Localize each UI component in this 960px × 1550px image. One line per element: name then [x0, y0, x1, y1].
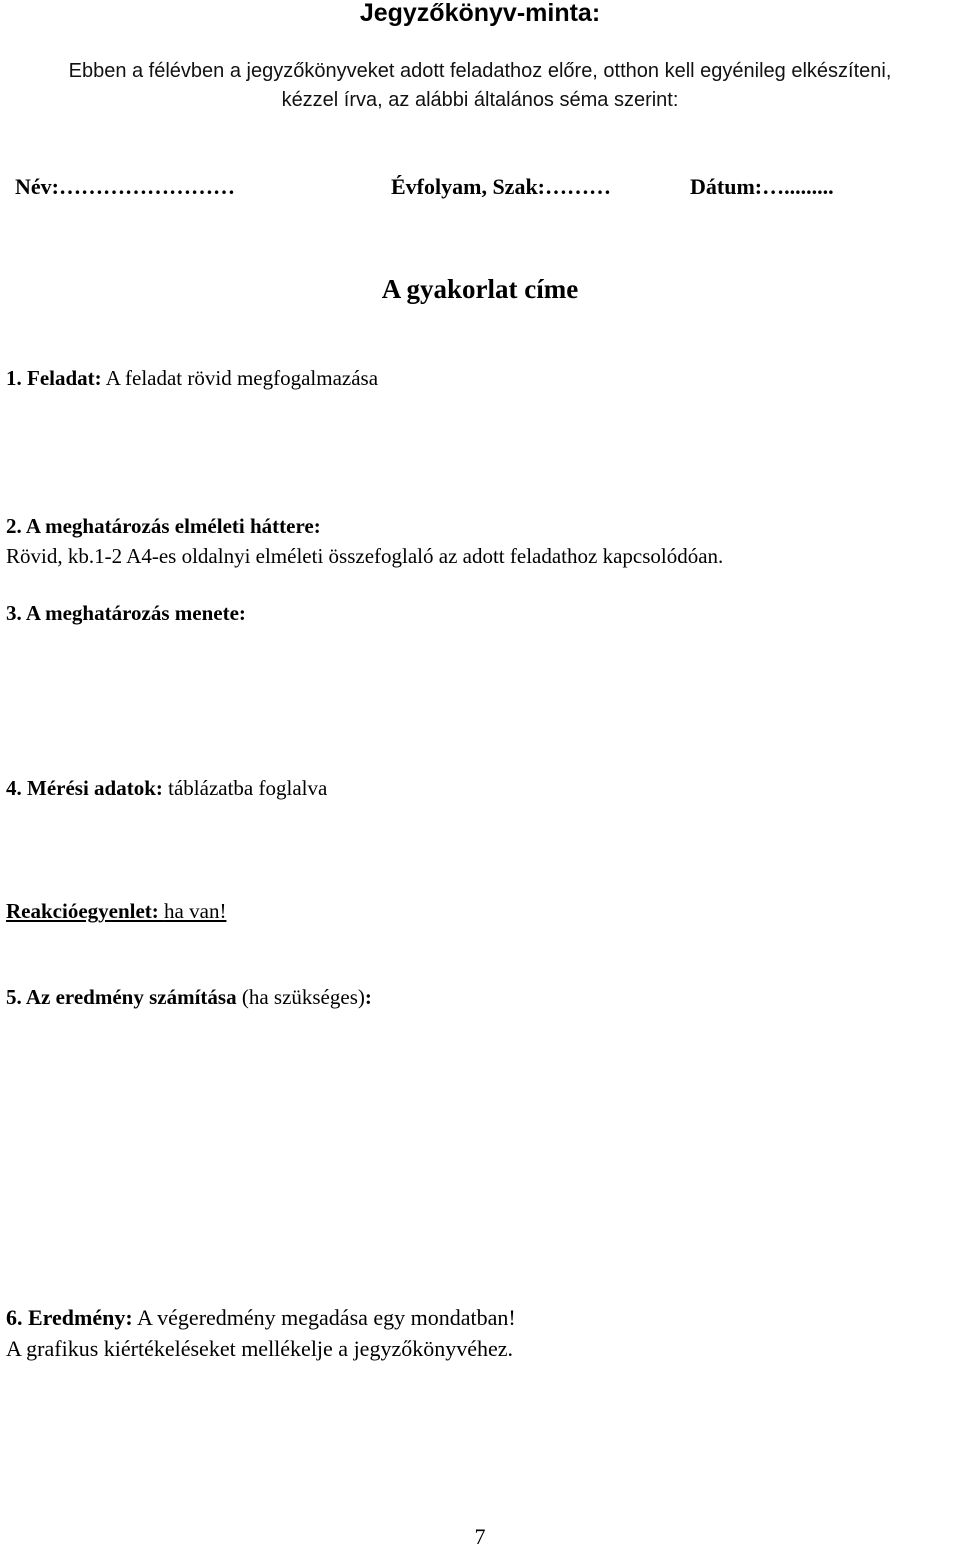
section-1-task	[6, 366, 378, 391]
section-1-text: A feladat rövid megfogalmazása	[101, 366, 379, 390]
section-5-label: 5. Az eredmény számítása	[6, 985, 237, 1009]
section-6-label: 6. Eredmény:	[6, 1305, 133, 1330]
section-4-label: 4. Mérési adatok:	[6, 776, 163, 800]
name-field: Név:……………………	[15, 174, 235, 199]
page-number: 7	[474, 1524, 486, 1549]
reaction-text: ha van!	[164, 899, 227, 923]
reaction-label: Reakcióegyenlet:	[6, 899, 165, 923]
reaction-equation	[6, 899, 226, 924]
section-5-paren: (ha szükséges)	[236, 985, 365, 1009]
year-major-field: Évfolyam, Szak:………	[391, 174, 611, 199]
section-5-calculation	[6, 985, 372, 1010]
section-5-colon: :	[364, 985, 372, 1009]
section-6-result	[6, 1305, 516, 1331]
section-4-measured-data	[6, 776, 327, 801]
section-2-label: 2. A meghatározás elméleti háttere:	[6, 514, 321, 538]
intro-line-2: kézzel írva, az alábbi általános séma szerint:	[281, 89, 679, 111]
section-6-text: A végeredmény megadása egy mondatban!	[132, 1305, 516, 1330]
document-title: Jegyzőkönyv-minta:	[359, 0, 601, 27]
date-field: Dátum:….........	[690, 174, 834, 199]
section-3-label: 3. A meghatározás menete:	[6, 601, 246, 625]
section-4-text: táblázatba foglalva	[162, 776, 328, 800]
section-2-text: Rövid, kb.1-2 A4-es oldalnyi elméleti összefoglaló az adott feladathoz kapcsolódóan.	[6, 544, 724, 568]
section-1-label: 1. Feladat:	[6, 366, 102, 390]
intro-line-1: Ebben a félévben a jegyzőkönyveket adott feladathoz előre, otthon kell egyénileg elkészíteni,	[68, 60, 892, 82]
section-6-line-2: A grafikus kiértékeléseket mellékelje a jegyzőkönyvéhez.	[6, 1336, 514, 1361]
exercise-title: A gyakorlat címe	[381, 274, 579, 304]
